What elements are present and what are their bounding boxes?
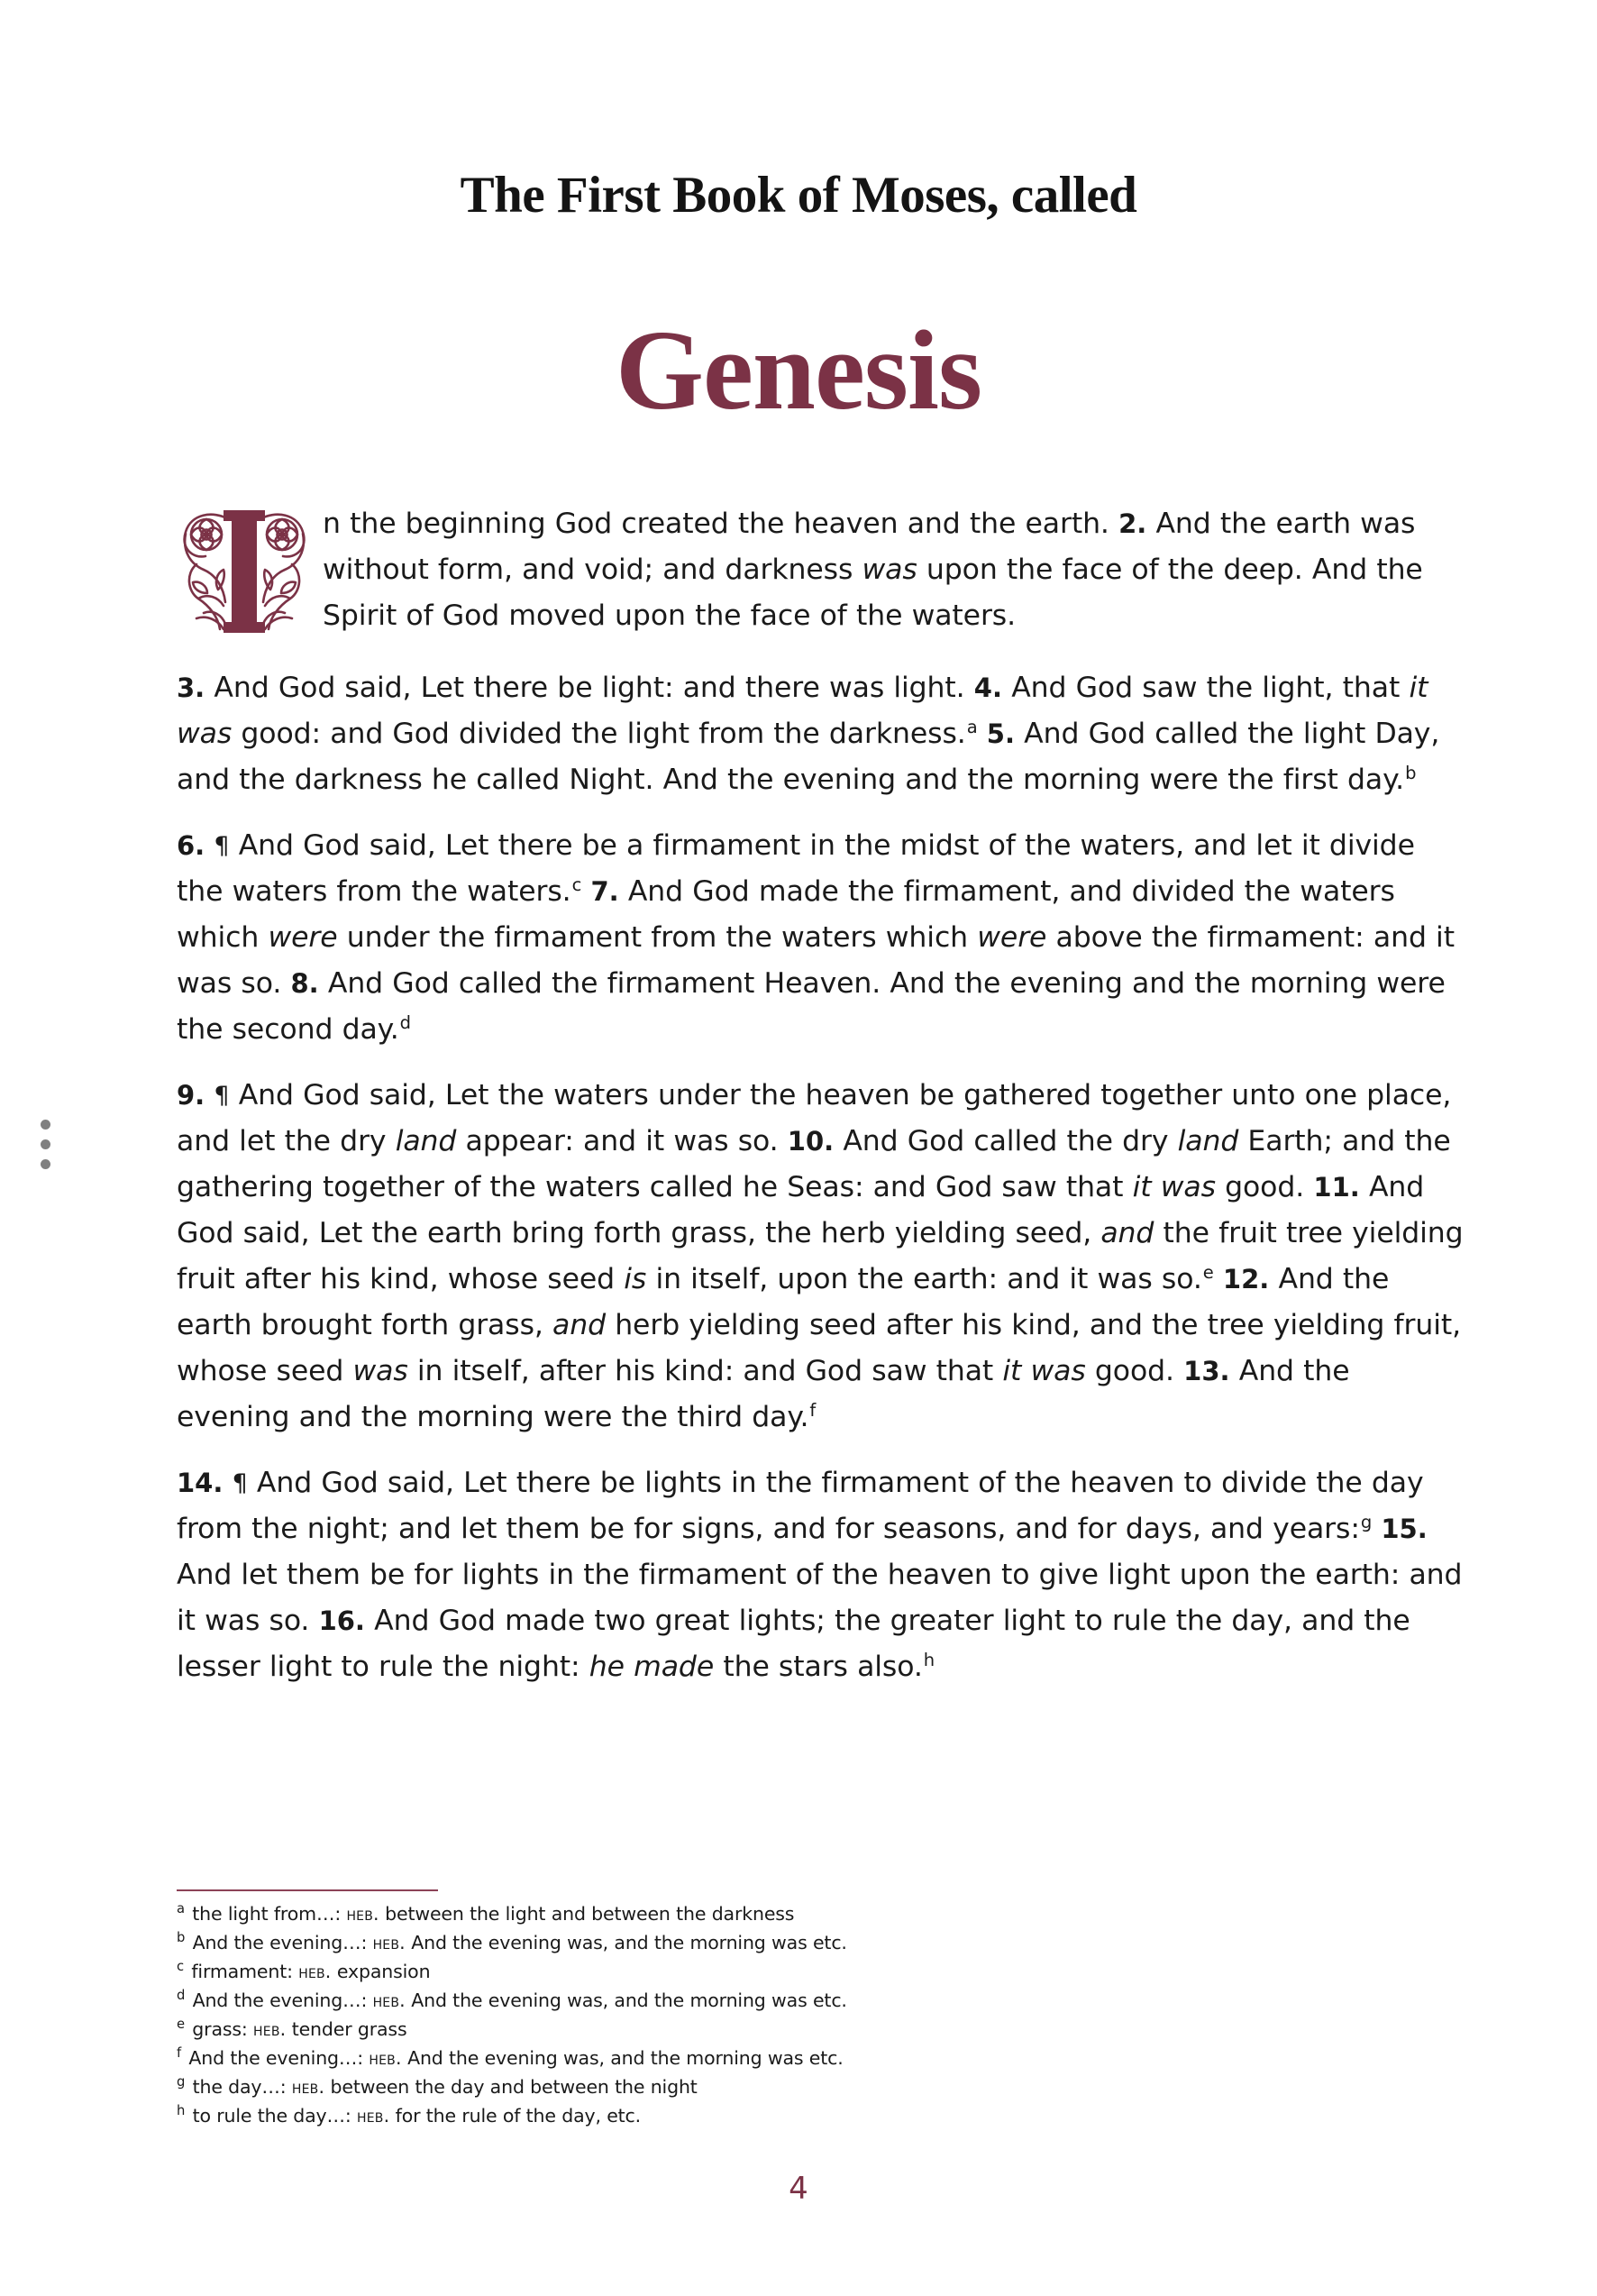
verse-number: 5. [986, 718, 1015, 750]
verse-number: 12. [1222, 1264, 1270, 1295]
footnote-marker: f [177, 2045, 182, 2062]
italic-supplied-word: it was [1002, 1355, 1086, 1388]
footnote-marker: c [177, 1959, 184, 1975]
verse-number: 11. [1313, 1172, 1360, 1203]
footnote-item [177, 1900, 1303, 1929]
footnote-gloss: And the evening was, and the morning was etc. [405, 1931, 847, 1953]
verse-paragraph: 9. ¶ And God said, Let the waters under the heaven be gathered together unto one place, and let the dry land appear: and it was so. 10. And God called the dry land Earth; and the gathering together of the waters called he Seas: and God saw that it was good. 11. And God said, Let the earth bring forth grass, the herb yielding seed, and the fruit tree yielding fruit after his kind, whose seed is in itself, upon the earth: and it was so.$^e$ 12. And the earth brought forth grass, and herb yielding seed after his kind, and the tree yielding fruit, whose seed was in itself, after his kind: and God saw that it was good. 13. And the evening and the morning were the third day.$^f$ [177, 1079, 1464, 1434]
verse-number: 15. [1381, 1514, 1428, 1545]
handle-dot [41, 1159, 50, 1169]
footnote-source-language: heb. [357, 2104, 390, 2127]
footnote-lemma: And the evening…: [183, 2046, 370, 2069]
footnote-lemma: firmament: [185, 1960, 299, 1982]
italic-supplied-word: is [624, 1263, 647, 1296]
footnote-marker: d [177, 1988, 186, 2004]
footnote-lemma: And the evening…: [187, 1931, 373, 1953]
footnote-reference[interactable]: f [809, 1399, 817, 1421]
handle-dot [41, 1120, 50, 1130]
footnote-gloss: And the evening was, and the morning was etc. [405, 1989, 847, 2011]
footnote-source-language: heb. [253, 2017, 287, 2040]
footnote-marker: h [177, 2102, 186, 2118]
footnote-source-language: heb. [372, 1989, 406, 2011]
footnote-item [177, 1987, 1303, 2016]
pilcrow-icon: ¶ [232, 1469, 248, 1498]
verse-paragraph: n the beginning God created the heaven and the earth. 2. And the earth was without form, and void; and darkness was upon the face of the deep. And the Spirit of God moved upon the face of the waters. [177, 501, 1464, 645]
footnote-gloss: expansion [331, 1960, 431, 1982]
footnote-source-language: heb. [346, 1903, 379, 1925]
footnote-marker: e [177, 2017, 185, 2033]
text-column [177, 501, 1464, 1690]
footnote-reference[interactable]: d [399, 1011, 411, 1033]
verse-number: 10. [787, 1126, 835, 1157]
verse-paragraph: 3. And God said, Let there be light: and there was light. 4. And God saw the light, that it was good: and God divided the light from the darkness.$^a$ 5. And God called the light Day, and the darkness he called Night. And the evening and the morning were the first day.$^b$ [177, 672, 1440, 797]
italic-supplied-word: land [1177, 1125, 1239, 1158]
footnote-item [177, 2102, 1303, 2131]
italic-supplied-word: was [862, 553, 917, 587]
footnote-item [177, 1958, 1303, 1987]
verse-number: 9. [177, 1080, 205, 1111]
verse-paragraph-list [177, 501, 1464, 1690]
verse-number: 6. [177, 830, 205, 862]
verse-number: 7. [590, 876, 619, 908]
italic-supplied-word: he made [589, 1651, 715, 1684]
italic-supplied-word: it was [1132, 1171, 1216, 1204]
footnote-lemma: And the evening…: [187, 1989, 373, 2011]
verse-number: 4. [973, 672, 1002, 703]
footnote-source-language: heb. [298, 1960, 332, 1982]
footnote-item [177, 2073, 1303, 2102]
book-title: Genesis [615, 308, 981, 435]
footnote-lemma: to rule the day…: [187, 2104, 358, 2127]
footnote-gloss: for the rule of the day, etc. [389, 2104, 642, 2127]
footnote-lemma: grass: [186, 2017, 254, 2040]
three-dot-handle[interactable] [36, 1120, 54, 1169]
footnote-lemma: the day…: [187, 2075, 292, 2098]
pilcrow-icon: ¶ [214, 831, 230, 860]
footnote-reference[interactable]: h [923, 1649, 935, 1670]
verse-number: 14. [177, 1468, 224, 1499]
footnote-source-language: heb. [372, 1931, 406, 1953]
italic-supplied-word: were [268, 921, 338, 955]
footnote-reference[interactable]: b [1405, 762, 1417, 783]
pilcrow-icon: ¶ [214, 1082, 230, 1111]
page-number: 4 [789, 2171, 808, 2207]
footnote-gloss: tender grass [286, 2017, 407, 2040]
verse-paragraph: 6. ¶ And God said, Let there be a firmament in the midst of the waters, and let it divide the waters from the waters.$^c$ 7. And God made the firmament, and divided the waters which were under the firmament from the waters which were above the firmament: and it was so. 8. And God called the firmament Heaven. And the evening and the morning were the second day.$^d$ [177, 829, 1455, 1047]
italic-supplied-word: and [552, 1309, 606, 1342]
italic-supplied-word: was [352, 1355, 408, 1388]
handle-dot [41, 1139, 50, 1149]
footnote-gloss: between the day and between the night [324, 2075, 698, 2098]
footnote-separator-rule [177, 1889, 438, 1891]
footnote-reference[interactable]: g [1360, 1511, 1373, 1532]
book-superscription: The First Book of Moses, called [460, 167, 1137, 224]
verse-number: 2. [1118, 508, 1147, 539]
footnote-gloss: between the light and between the darkness [379, 1903, 795, 1925]
footnote-lemma: the light from…: [186, 1903, 347, 1925]
footnote-gloss: And the evening was, and the morning was etc. [401, 2046, 844, 2069]
footnote-reference[interactable]: a [966, 716, 978, 737]
footnote-marker: a [177, 1901, 185, 1917]
footnotes-block [177, 1889, 1303, 2131]
verse-number: 13. [1183, 1356, 1230, 1387]
footnote-item [177, 2044, 1303, 2073]
footnote-source-language: heb. [369, 2046, 402, 2069]
footnote-marker: g [177, 2073, 186, 2090]
verse-number: 8. [290, 968, 319, 1000]
italic-supplied-word: it was [177, 672, 1428, 751]
italic-supplied-word: and [1100, 1217, 1154, 1250]
footnote-source-language: heb. [291, 2075, 325, 2098]
verse-paragraph: 14. ¶ And God said, Let there be lights in the firmament of the heaven to divide the day from the night; and let them be for signs, and for seasons, and for days, and years:$^g$ 15. And let them be for lights in the firmament of the heaven to give light upon the earth: and it was so. 16. And God made two great lights; the greater light to rule the day, and the lesser light to rule the night: he made the stars also.$^h$ [177, 1467, 1463, 1684]
italic-supplied-word: land [395, 1125, 457, 1158]
verse-number: 16. [318, 1605, 365, 1637]
footnote-item [177, 2016, 1303, 2044]
footnote-marker: b [177, 1930, 186, 1946]
footnote-reference[interactable]: e [1202, 1261, 1214, 1283]
footnote-item [177, 1929, 1303, 1958]
ornamental-dropcap-icon [177, 505, 312, 638]
verse-number: 3. [177, 672, 205, 703]
footnote-list [177, 1900, 1303, 2131]
footnote-reference[interactable]: c [571, 874, 582, 895]
italic-supplied-word: were [977, 921, 1047, 955]
